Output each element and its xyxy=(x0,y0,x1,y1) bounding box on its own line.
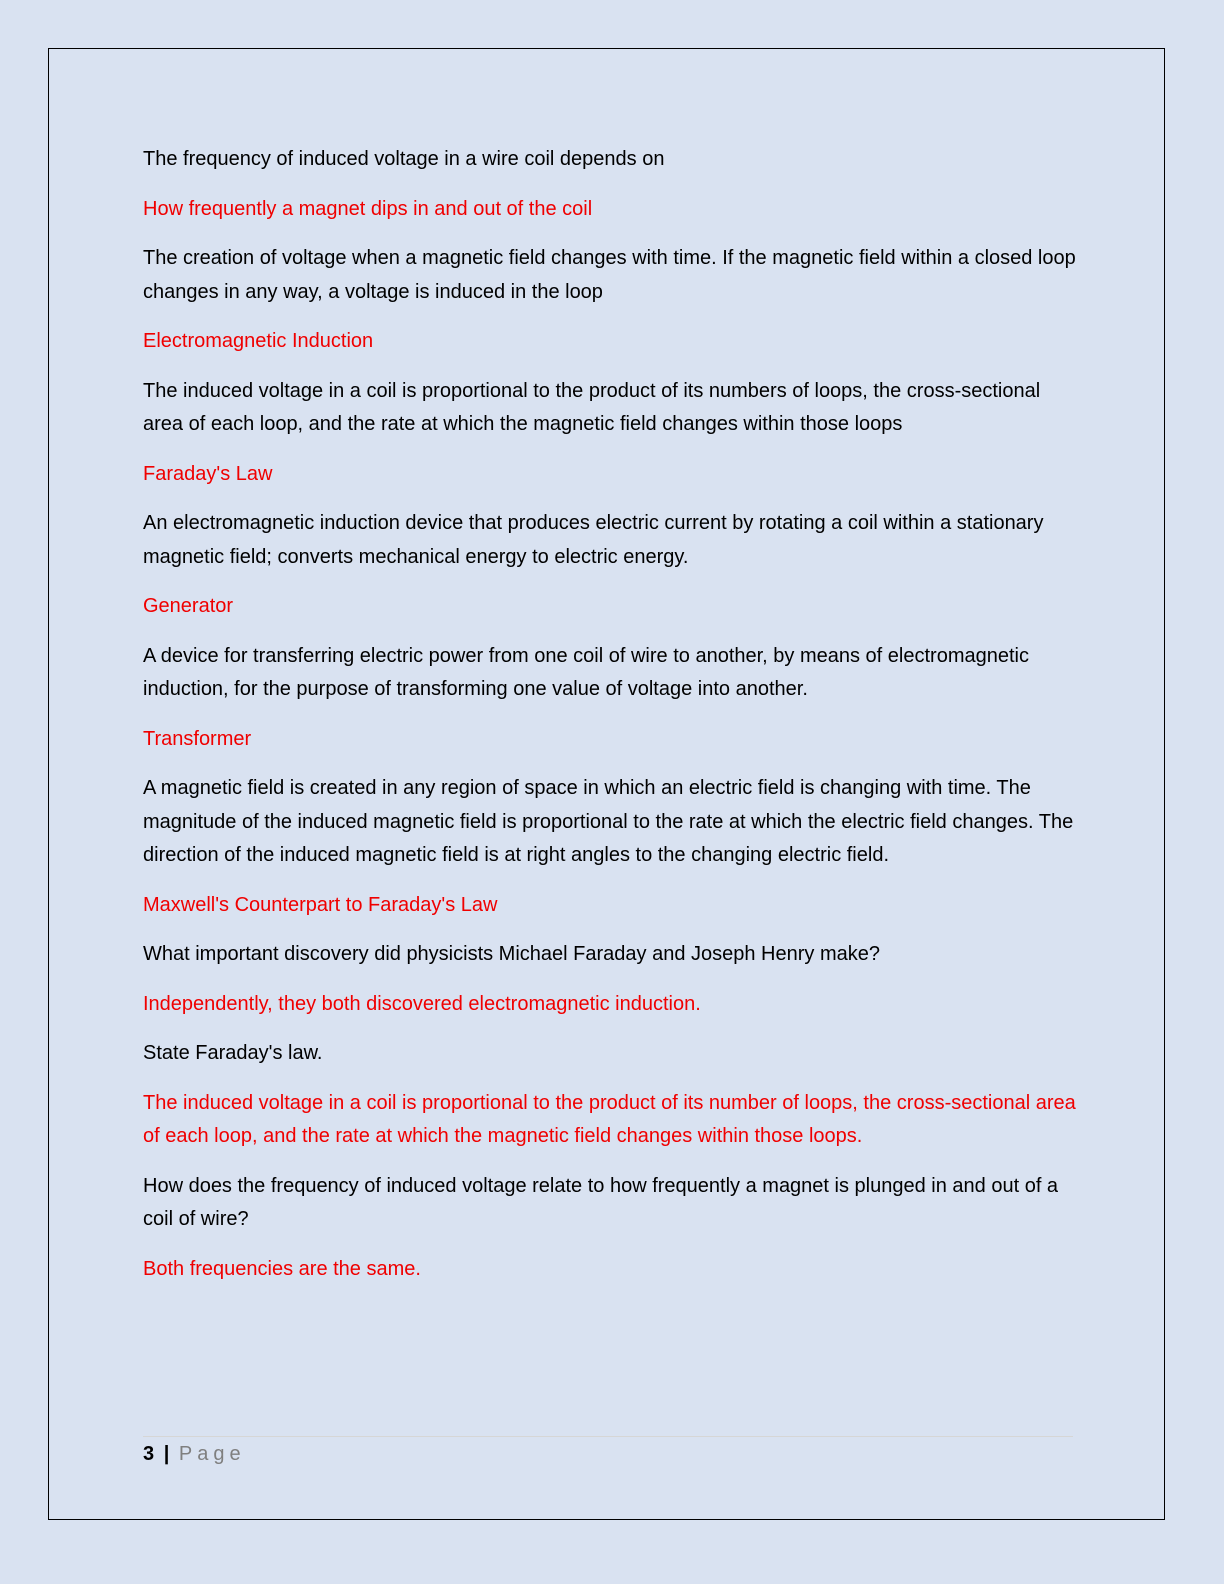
question-paragraph: A magnetic field is created in any region of space in which an electric field is changing with time. The magnitude of the induced magnetic field is proportional to the rate at which the electric field changes. The direction of the induced magnetic field is at right angles to the changing electric field. xyxy=(143,777,1074,866)
page-number: 3 xyxy=(143,1443,155,1465)
question-paragraph: What important discovery did physicists Michael Faraday and Joseph Henry make? xyxy=(143,943,880,965)
question-paragraph: The frequency of induced voltage in a wire coil depends on xyxy=(143,148,665,170)
answer-paragraph: Both frequencies are the same. xyxy=(143,1257,421,1280)
footer-divider xyxy=(143,1436,1073,1437)
document-body xyxy=(143,143,1083,1302)
question-paragraph: A device for transferring electric power from one coil of wire to another, by means of electromagnetic induction, for the purpose of transforming one value of voltage into another. xyxy=(143,644,1029,700)
page-label: Page xyxy=(178,1443,246,1465)
question-paragraph: The induced voltage in a coil is proportional to the product of its numbers of loops, the cross-sectional area of each loop, and the rate at which the magnetic field changes within those loops xyxy=(143,379,1041,435)
question-paragraph: State Faraday's law. xyxy=(143,1042,323,1064)
question-paragraph: The creation of voltage when a magnetic field changes with time. If the magnetic field within a closed loop changes in any way, a voltage is induced in the loop xyxy=(143,247,1076,303)
answer-paragraph: Transformer xyxy=(143,727,252,750)
answer-paragraph: Electromagnetic Induction xyxy=(143,330,374,352)
answer-paragraph: The induced voltage in a coil is proportional to the product of its number of loops, the cross-sectional area of each loop, and the rate at which the magnetic field changes within those loops. xyxy=(143,1091,1076,1147)
page-footer xyxy=(143,1440,246,1468)
answer-paragraph: Generator xyxy=(143,595,234,617)
question-paragraph: An electromagnetic induction device that produces electric current by rotating a coil within a stationary magnetic field; converts mechanical energy to electric energy. xyxy=(143,512,1044,568)
question-paragraph: How does the frequency of induced voltage relate to how frequently a magnet is plunged in and out of a coil of wire? xyxy=(143,1174,1059,1230)
answer-paragraph: Maxwell's Counterpart to Faraday's Law xyxy=(143,893,498,916)
footer-separator: | xyxy=(163,1443,170,1465)
answer-paragraph: Independently, they both discovered electromagnetic induction. xyxy=(143,992,701,1015)
answer-paragraph: How frequently a magnet dips in and out of the coil xyxy=(143,197,593,220)
answer-paragraph: Faraday's Law xyxy=(143,462,273,485)
